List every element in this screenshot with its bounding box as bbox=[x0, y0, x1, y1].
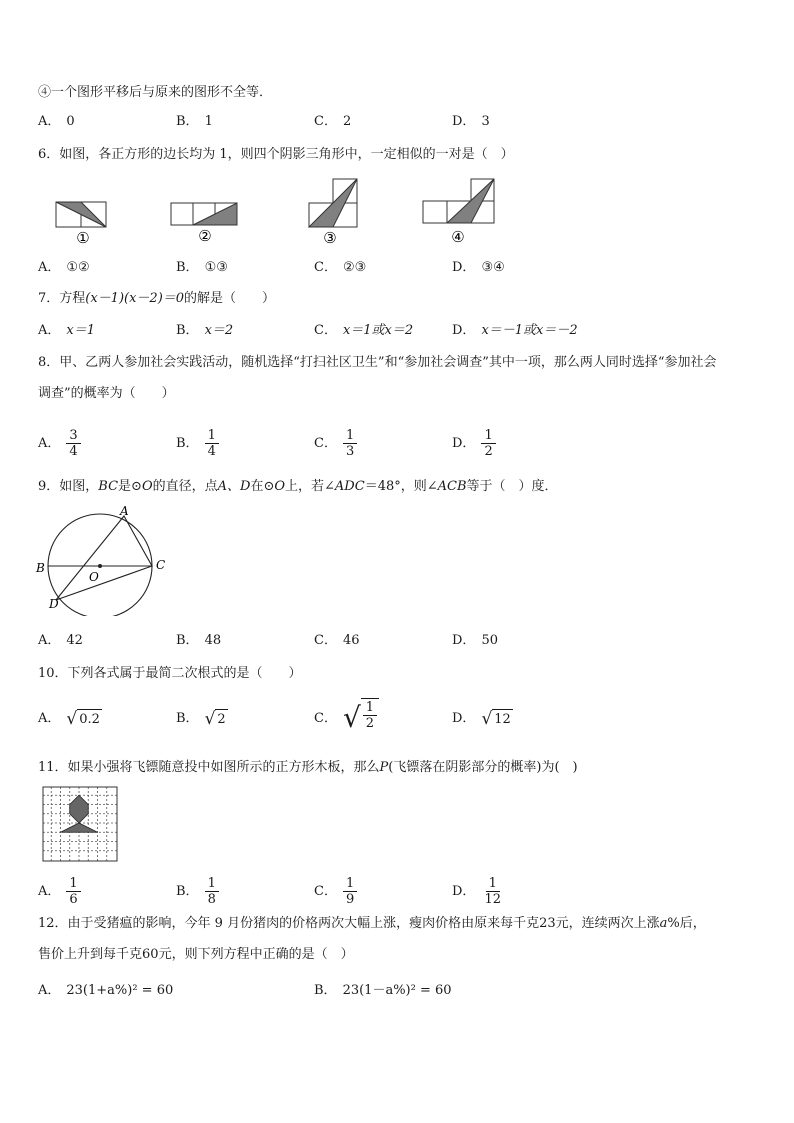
q11-option-c: C． $\frac{1}{9}$ bbox=[314, 876, 357, 907]
q6-figure-2-label: ② bbox=[198, 227, 212, 245]
q7-option-b: B． x＝2 bbox=[176, 323, 234, 338]
q5-option-d: D． 3 bbox=[452, 114, 490, 129]
q9-point-d: D bbox=[49, 597, 59, 611]
q6-figures bbox=[40, 172, 520, 252]
q9-question: 9．如图，BC是⊙O的直径，点A、D在⊙O上，若∠ADC＝48°，则∠ACB等于（ ）度． bbox=[38, 479, 558, 494]
q8-option-d: D． $\frac{1}{2}$ bbox=[452, 428, 496, 459]
q6-figure-4-label: ④ bbox=[451, 228, 465, 246]
q7-question: 7．方程(x－1)(x－2)＝0的解是（ ） bbox=[38, 291, 276, 306]
q6-figure-4 bbox=[423, 179, 494, 223]
q9-option-c: C． 46 bbox=[314, 633, 360, 648]
q9-circle-figure bbox=[32, 504, 172, 616]
q6-figure-1 bbox=[56, 202, 106, 227]
q10-options bbox=[38, 700, 758, 734]
q10-option-c: C． √ $\frac{1}{2}$ bbox=[314, 698, 379, 738]
q9-point-a: A bbox=[120, 504, 129, 518]
q7-option-d: D． x＝－1或x＝－2 bbox=[452, 323, 578, 338]
q12-option-a: A． 23(1+a%)² = 60 bbox=[38, 983, 174, 998]
q8-option-b: B． $\frac{1}{4}$ bbox=[176, 428, 219, 459]
q7-options bbox=[38, 320, 758, 342]
q12-options bbox=[38, 980, 758, 1002]
q6-option-b: B． ①③ bbox=[176, 260, 228, 275]
q6-option-c: C． ②③ bbox=[314, 260, 367, 275]
q5-option-b: B． 1 bbox=[176, 114, 213, 129]
q10-option-a: A． √ 0.2 bbox=[38, 708, 100, 729]
q12-question-line2: 售价上升到每千克60元，则下列方程中正确的是（ ） bbox=[38, 947, 354, 962]
q11-option-a: A． $\frac{1}{6}$ bbox=[38, 876, 81, 907]
q8-option-a: A． $\frac{3}{4}$ bbox=[38, 428, 81, 459]
q6-figure-3-label: ③ bbox=[323, 229, 337, 247]
q9-option-b: B． 48 bbox=[176, 633, 222, 648]
q8-question-line2: 调查”的概率为（ ） bbox=[38, 386, 175, 401]
q9-point-o: O bbox=[89, 570, 99, 584]
q10-question: 10．下列各式属于最简二次根式的是（ ） bbox=[38, 666, 302, 681]
q11-option-b: B． $\frac{1}{8}$ bbox=[176, 876, 219, 907]
q6-option-a: A． ①② bbox=[38, 260, 90, 275]
q6-figure-1-label: ① bbox=[76, 229, 90, 247]
q5-options bbox=[38, 111, 758, 133]
q12-question-line1: 12．由于受猪瘟的影响，今年 9 月份猪肉的价格两次大幅上涨，瘦肉价格由原来每千克23元，连续两次上涨a%后， bbox=[38, 916, 706, 931]
q9-option-d: D． 50 bbox=[452, 633, 498, 648]
q12-option-b: B． 23(1－a%)² = 60 bbox=[314, 983, 452, 998]
q6-question: 6．如图，各正方形的边长均为 1，则四个阴影三角形中，一定相似的一对是（ ） bbox=[38, 147, 514, 162]
q10-option-b: B． √ 2 bbox=[176, 708, 226, 729]
q9-options bbox=[38, 630, 758, 652]
q6-option-d: D． ③④ bbox=[452, 260, 505, 275]
q10-option-d: D． √ 12 bbox=[452, 708, 511, 729]
q11-question: 11．如果小强将飞镖随意投中如图所示的正方形木板，那么P(飞镖落在阴影部分的概率)为( ) bbox=[38, 760, 578, 775]
q5-option-a: A． 0 bbox=[38, 114, 75, 129]
q9-option-a: A． 42 bbox=[38, 633, 83, 648]
q5-option-c: C． 2 bbox=[314, 114, 352, 129]
q8-option-c: C． $\frac{1}{3}$ bbox=[314, 428, 357, 459]
q7-equation: (x－1)(x－2)＝0 bbox=[85, 291, 185, 306]
q7-option-c: C． x＝1或x＝2 bbox=[314, 323, 414, 338]
q11-grid-board bbox=[42, 786, 122, 866]
q6-figure-2 bbox=[171, 203, 237, 225]
q9-point-c: C bbox=[156, 558, 166, 572]
q7-option-a: A． x＝1 bbox=[38, 323, 95, 338]
q8-options bbox=[38, 428, 758, 459]
q5-statement: ④一个图形平移后与原来的图形不全等． bbox=[38, 85, 273, 100]
q11-option-d: D． $\frac{1}{12}$ bbox=[452, 876, 501, 907]
q6-options bbox=[38, 257, 758, 279]
q6-figure-3 bbox=[309, 179, 357, 227]
q9-point-b: B bbox=[36, 561, 45, 575]
q11-options bbox=[38, 876, 758, 907]
q8-question-line1: 8．甲、乙两人参加社会实践活动，随机选择“打扫社区卫生”和“参加社会调查”其中一项，那么两人同时选择“参加社会 bbox=[38, 355, 717, 370]
